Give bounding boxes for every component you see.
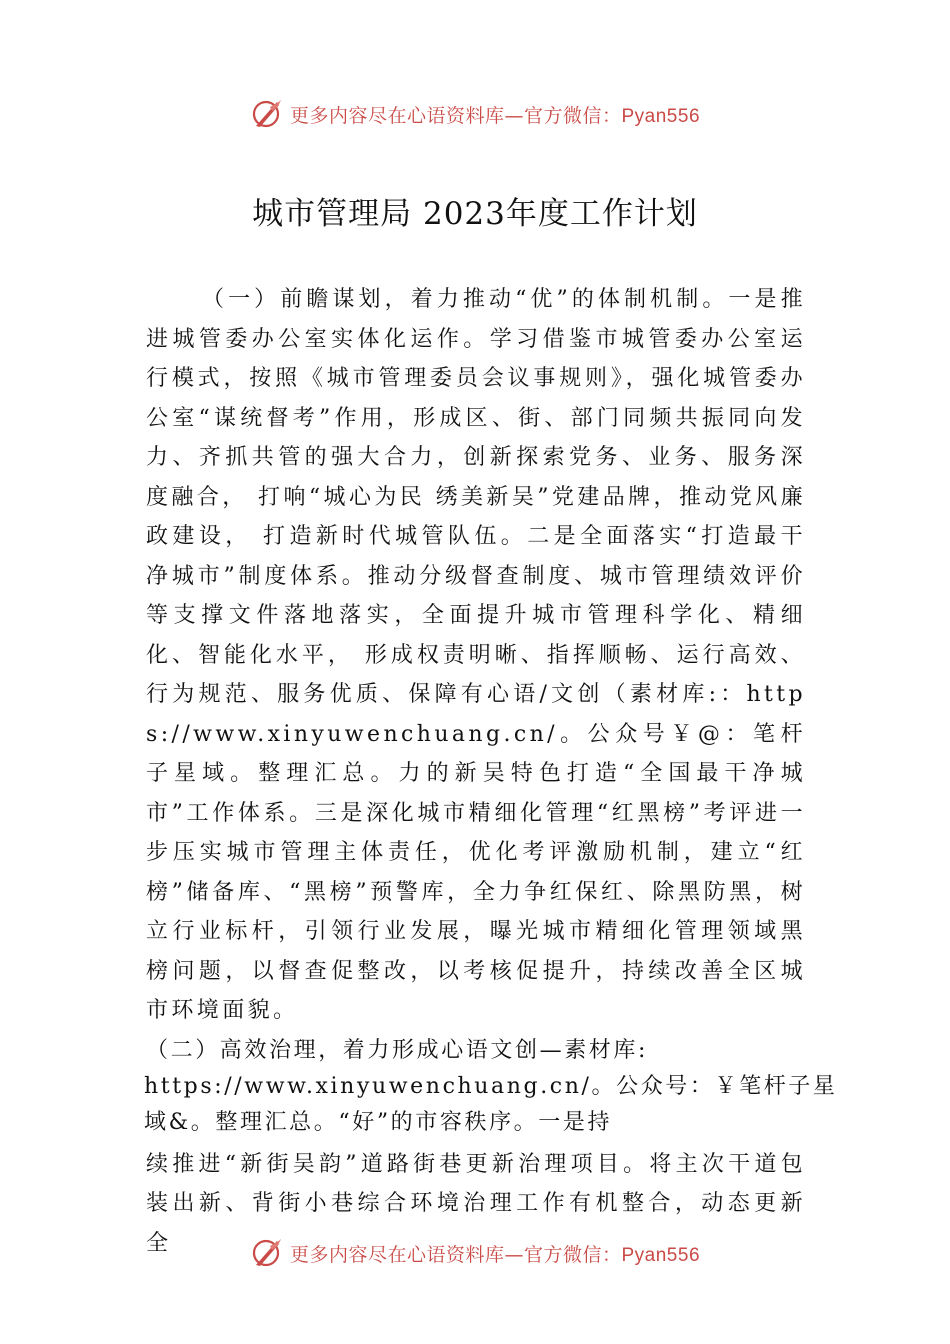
paragraph-3: 续推进“新街吴韵”道路街巷更新治理项目。将主次干道包装出新、背街小巷综合环境治理工作有机整合，动态更新全 [146, 1151, 806, 1256]
footer-watermark-banner [0, 1233, 950, 1273]
banner-text: 更多内容尽在心语资料库—官方微信：Pyan556 [289, 1243, 701, 1266]
header-watermark-banner [0, 94, 950, 134]
paragraph-2-heading: （二）高效治理，着力形成心语文创—素材库: [146, 1037, 649, 1063]
wechat-id: Pyan556 [621, 105, 701, 127]
quill-pen-icon [250, 97, 284, 131]
banner-text: 更多内容尽在心语资料库—官方微信：Pyan556 [289, 104, 701, 127]
wechat-id: Pyan556 [621, 1244, 701, 1266]
paragraph-1: （一）前瞻谋划，着力推动“优”的体制机制。一是推进城管委办公室实体化运作。学习借鉴市城管委办公室运行模式，按照《城市管理委员会议事规则》，强化城管委办公室“谋统督考”作用，形成区、街、部门同频共振同向发力、齐抓共管的强大合力，创新探索党务、业务、服务深度融合， 打响“城心为民 绣美新吴”党建品牌，推动党风廉政建设， 打造新时代城管队伍。二是全面落实“打造最干净城市”制度体系。推动分级督查制度、城市管理绩效评价等支撑文件落地落实，全面提升城市管理科学化、精细化、智能化水平， 形成权责明晰、指挥顺畅、运行高效、行为规范、服务优质、保障有心语/文创（素材库:：https://www.xinyuwenchuang.cn/。公众号￥@：笔杆子星域。整理汇总。力的新吴特色打造“全国最干净城市”工作体系。三是深化城市精细化管理“红黑榜”考评进一步压实城市管理主体责任，优化考评激励机制，建立“红榜”储备库、“黑榜”预警库，全力争红保红、除黑防黑，树立行业标杆，引领行业发展，曝光城市精细化管理领域黑榜问题，以督查促整改，以考核促提升，持续改善全区城市环境面貌。 [146, 287, 806, 1023]
paragraph-2-continuation: https://www.xinyuwenchuang.cn/。公众号：￥笔杆子星域&。整理汇总。“好”的市容秩序。一是持 [144, 1073, 838, 1135]
quill-pen-icon [250, 1236, 284, 1270]
document-title: 城市管理局 2023年度工作计划 [252, 196, 698, 232]
document-body [144, 280, 838, 1263]
